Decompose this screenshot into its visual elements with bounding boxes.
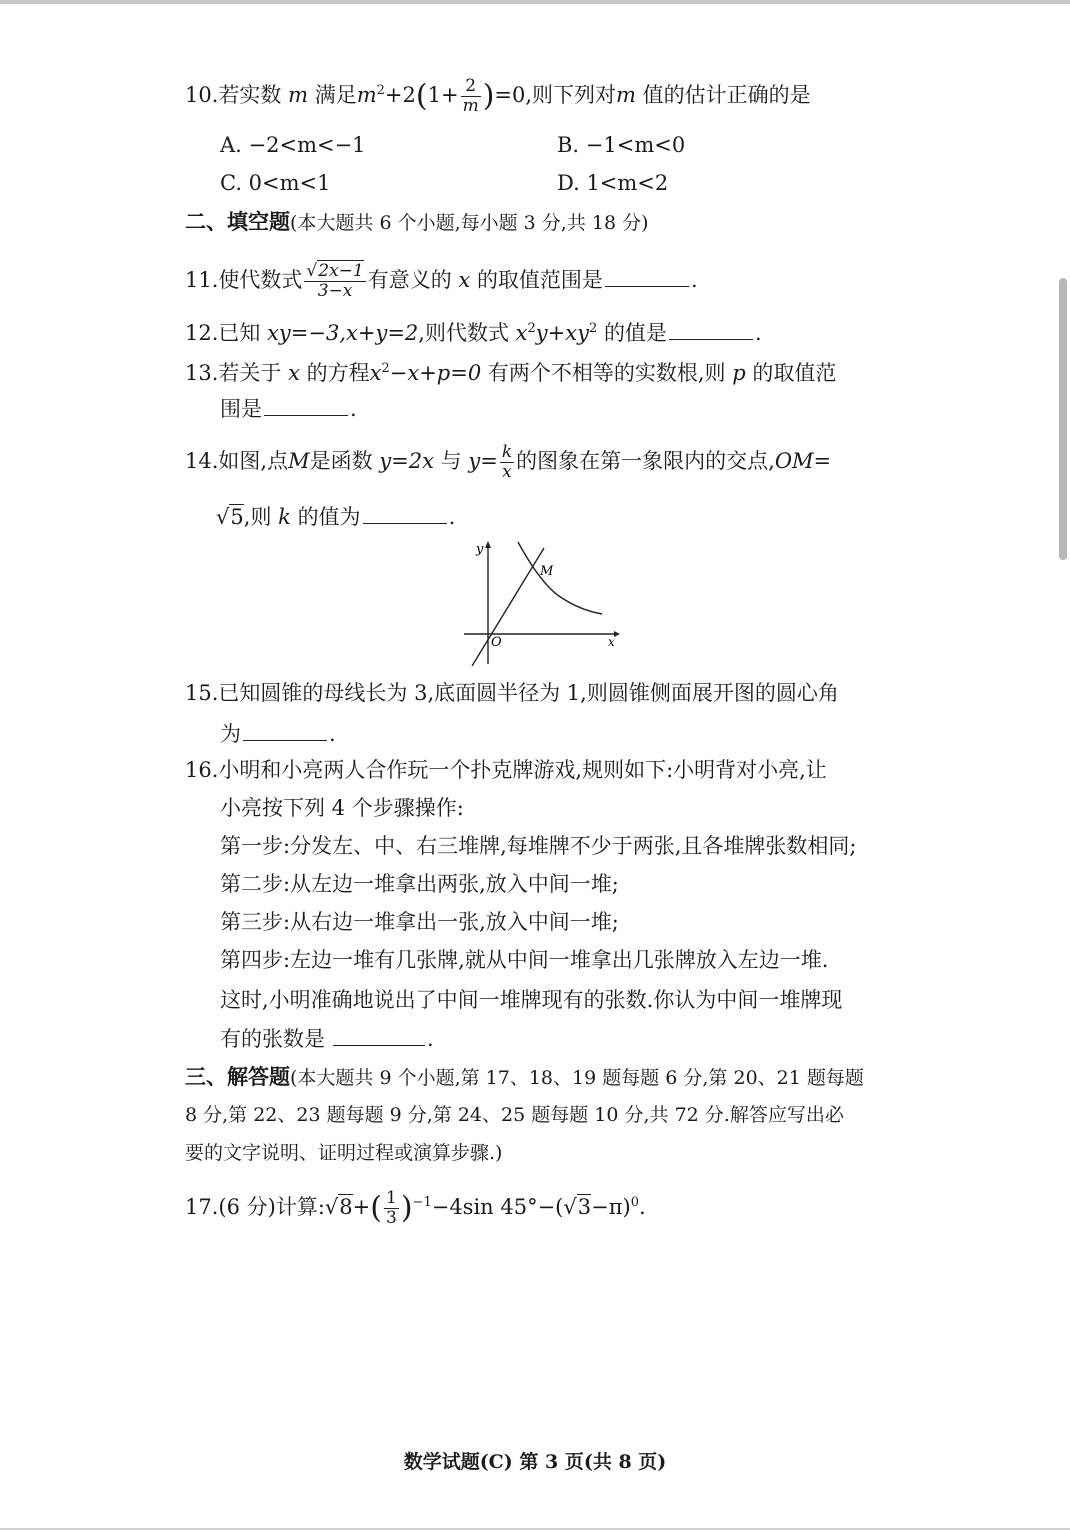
question-16-line1: 16.小明和小亮两人合作玩一个扑克牌游戏,规则如下:小明背对小亮,让 — [185, 758, 827, 782]
question-number: 12. — [185, 321, 219, 345]
function-graph — [462, 538, 622, 668]
page-footer: 数学试题(C) 第 3 页(共 8 页) — [403, 1451, 667, 1473]
question-16-step1: 第一步:分发左、中、右三堆牌,每堆牌不少于两张,且各堆牌张数相同; — [220, 834, 857, 858]
question-15-line1: 15.已知圆锥的母线长为 3,底面圆半径为 1,则圆锥侧面展开图的圆心角 — [185, 681, 839, 705]
option-a: A. −2<m<−1 — [220, 133, 366, 157]
x-axis-arrow — [614, 631, 620, 637]
origin-label: O — [491, 635, 502, 650]
scrollbar[interactable] — [1059, 278, 1067, 560]
answer-blank[interactable] — [333, 1023, 425, 1046]
option-c: C. 0<m<1 — [220, 171, 331, 195]
question-number: 15. — [185, 681, 219, 705]
question-17: 17.(6 分)计算:√8+( $\frac{1}{3}$ )$^{-1}$−4sin $45^\circ-(√3-\pi)^0$. — [185, 1188, 646, 1228]
question-16-step4: 第四步:左边一堆有几张牌,就从中间一堆拿出几张牌放入左边一堆. — [220, 948, 829, 972]
question-number: 17. — [185, 1195, 219, 1219]
y-axis-label: y — [476, 542, 484, 557]
question-10-stem: 10.若实数 m 满足$m^2+2(1+$ $\frac{2}{m}$ )=0,则下列对m 值的估计正确的是 — [185, 76, 811, 116]
question-number: 13. — [185, 361, 219, 385]
answer-blank[interactable] — [264, 393, 348, 416]
fraction: $\frac{2}{m}$ — [462, 76, 479, 116]
hyperbola-y-k-over-x — [518, 542, 602, 614]
question-16-line8: 有的张数是 . — [220, 1023, 434, 1054]
section-3-note-line3: 要的文字说明、证明过程或演算步骤.) — [185, 1142, 503, 1164]
option-d: D. 1<m<2 — [557, 171, 669, 195]
fraction: $\frac{√2x-1}{3-x}$ — [306, 261, 364, 301]
question-15-line2: 为 . — [220, 718, 336, 749]
question-16-step2: 第二步:从左边一堆拿出两张,放入中间一堆; — [220, 872, 619, 896]
line-y-2x — [472, 548, 544, 666]
answer-blank[interactable] — [363, 501, 447, 524]
y-axis-arrow — [485, 541, 491, 548]
fraction: $\frac{k}{x}$ — [501, 442, 513, 482]
question-13-line2: 围是 . — [220, 393, 357, 424]
answer-blank[interactable] — [605, 264, 689, 287]
top-border — [0, 0, 1070, 4]
fraction: $\frac{1}{3}$ — [386, 1188, 397, 1228]
question-14-line2: √5,则 k 的值为 . — [216, 501, 455, 532]
question-number: 16. — [185, 758, 219, 782]
x-axis-label: x — [608, 635, 615, 649]
point-m-label: M — [540, 564, 554, 579]
question-number: 14. — [185, 449, 219, 473]
question-13-line1: 13.若关于 x 的方程$x^2-x+p=0$ 有两个不相等的实数根,则 p 的取值范 — [185, 361, 837, 385]
answer-blank[interactable] — [669, 317, 753, 340]
question-16-line7: 这时,小明准确地说出了中间一堆牌现有的张数.你认为中间一堆牌现 — [220, 988, 843, 1012]
question-number: 11. — [185, 268, 219, 292]
section-2-heading: 二、填空题(本大题共 6 个小题,每小题 3 分,共 18 分) — [185, 209, 649, 234]
question-12: 12.已知 xy=−3,x+y=2,则代数式 $x^2y+xy^2$ 的值是 . — [185, 314, 762, 348]
question-16-step3: 第三步:从右边一堆拿出一张,放入中间一堆; — [220, 910, 619, 934]
answer-blank[interactable] — [243, 718, 327, 741]
option-b: B. −1<m<0 — [557, 133, 686, 157]
question-number: 10. — [185, 83, 219, 107]
section-3-note-line2: 8 分,第 22、23 题每题 9 分,第 24、25 题每题 10 分,共 72 分.解答应写出必 — [185, 1104, 844, 1126]
section-3-heading: 三、解答题(本大题共 9 个小题,第 17、18、19 题每题 6 分,第 20、21 题每题 — [185, 1064, 864, 1089]
question-14-line1: 14.如图,点M是函数 y=2x 与 y= $\frac{k}{x}$ 的图象在第一象限内的交点,OM= — [185, 442, 832, 482]
question-16-line2: 小亮按下列 4 个步骤操作: — [220, 796, 464, 820]
question-11: 11.使代数式 $\frac{√2x-1}{3-x}$ 有意义的 x 的取值范围是 . — [185, 261, 698, 301]
